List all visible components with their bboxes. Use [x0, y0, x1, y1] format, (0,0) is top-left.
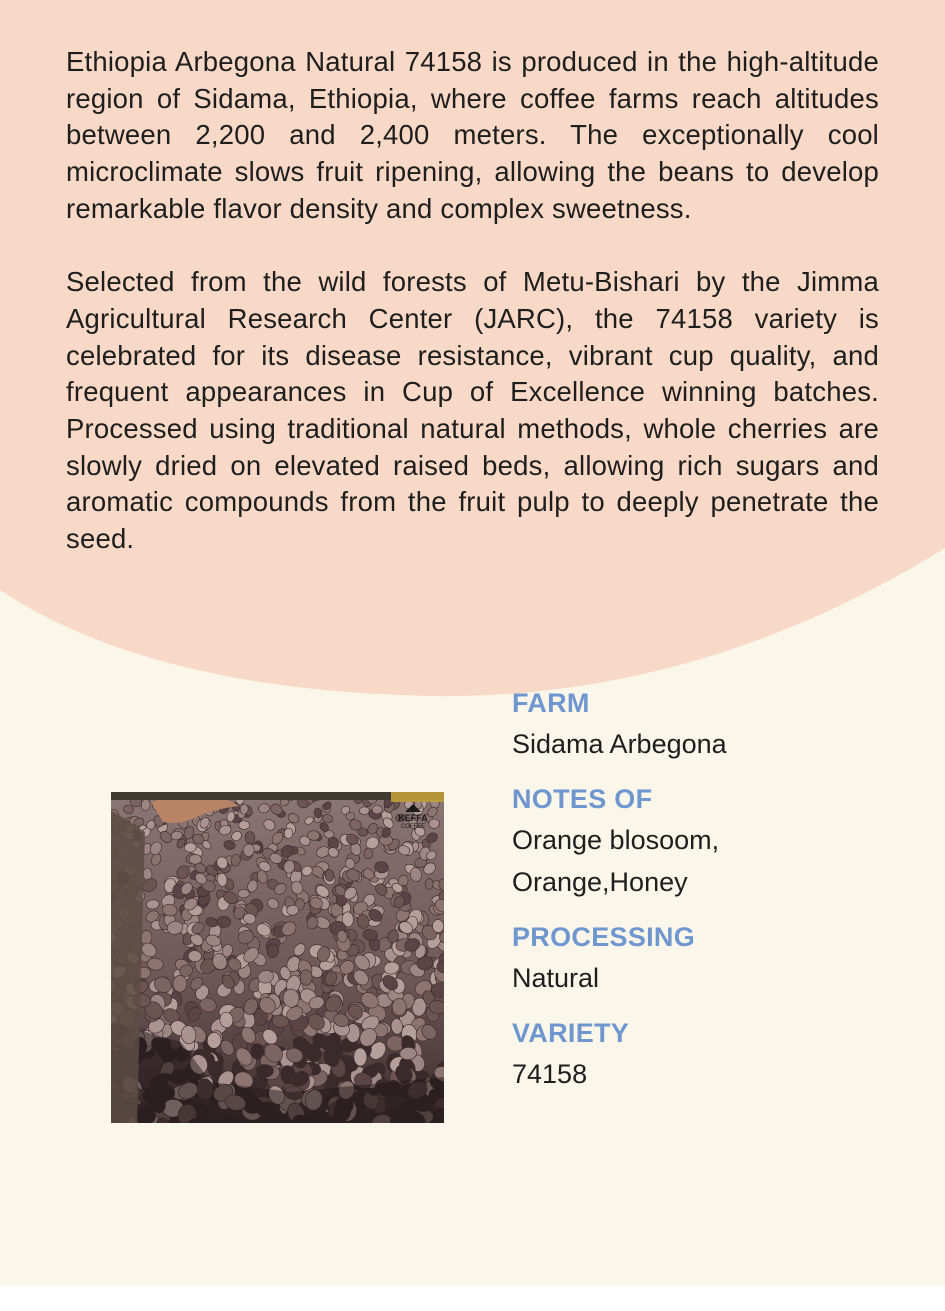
intro-paragraph: Ethiopia Arbegona Natural 74158 is produced in the high-altitude region of Sidama, Ethiopia, where coffee farms reach altitudes between 2,200 and 2,400 meters. The exceptionally cool microclimate slows fruit ripening, allowing the beans to develop remarkable flavor density and complex sweetness. — [66, 46, 879, 224]
notes-value: Orange blosoom, Orange,Honey — [512, 825, 720, 897]
variety-section — [512, 1016, 912, 1095]
processing-value: Natural — [512, 963, 600, 993]
intro-paragraph: Selected from the wild forests of Metu-Bishari by the Jimma Agricultural Research Center (JARC), the 74158 variety is celebrated for its disease resistance, vibrant cup quality, and frequent appearances in Cup of Excellence winning batches. Processed using traditional natural methods, whole cherries are slowly dried on elevated raised beds, allowing rich sugars and aromatic compounds from the fruit pulp to deeply penetrate the seed. — [66, 266, 879, 555]
coffee-cherries-photo — [111, 792, 444, 1123]
coffee-bean — [429, 819, 440, 829]
svg-text:COFFEE: COFFEE — [400, 824, 426, 830]
coffee-bean — [256, 1064, 273, 1077]
notes-section — [512, 782, 912, 903]
intro-text — [66, 44, 879, 558]
coffee-bean — [359, 807, 369, 815]
coffee-bean — [392, 998, 406, 1015]
coffee-bean — [353, 1048, 367, 1066]
coffee-bean — [372, 805, 383, 814]
processing-label: PROCESSING — [512, 922, 696, 952]
coffee-bean — [245, 832, 255, 844]
farm-value: Sidama Arbegona — [512, 729, 727, 759]
notes-label: NOTES OF — [512, 784, 653, 814]
coffee-bean — [173, 975, 187, 992]
keffa-logo-text: KEFFA — [398, 813, 428, 823]
processing-section — [512, 920, 912, 999]
variety-label: VARIETY — [512, 1018, 630, 1048]
coffee-bean — [425, 878, 433, 889]
coffee-bean — [432, 919, 444, 932]
coffee-details — [512, 686, 912, 1095]
coffee-bean — [238, 889, 250, 898]
variety-value: 74158 — [512, 1059, 588, 1089]
farm-section — [512, 686, 912, 765]
page-bottom-edge — [0, 1286, 945, 1311]
farm-label: FARM — [512, 688, 590, 718]
